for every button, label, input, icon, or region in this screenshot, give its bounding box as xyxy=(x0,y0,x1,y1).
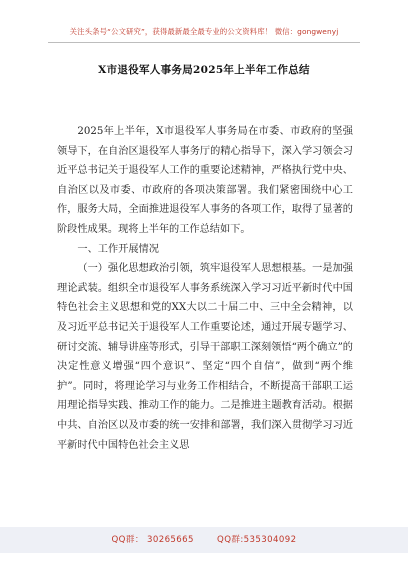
intro-paragraph: 2025年上半年，X市退役军人事务局在市委、市政府的坚强领导下，在自治区退役军人事务厅的精心指导下，深入学习领会习近平总书记关于退役军人工作的重要论述精神，严格执行党中央、自治区以及市委、市政府的各项决策部署。我们紧密围绕中心工作，服务大局，全面推进退役军人事务的各项工作，取得了显著的阶段性成果。现将上半年的工作总结如下。 xyxy=(57,126,353,235)
document-body xyxy=(57,122,353,455)
qq-group-1: QQ群： 30265665 xyxy=(111,535,194,545)
body-paragraph: （一）强化思想政治引领，筑牢退役军人思想根基。一是加强理论武装。组织全市退役军人事务系统深入学习习近平新时代中国特色社会主义思想和党的XX大以二十届二中、三中全会精神，以及习近平总书记关于退役军人工作重要论述，通过开展专题学习、研讨交流、辅导讲座等形式，引导干部职工深刻领悟“两个确立”的决定性意义增强“四个意识”、坚定“四个自信”，做到“两个维护”。同时，将理论学习与业务工作相结合，不断提高干部职工运用理论指导实践、推动工作的能力。二是推进主题教育活动。根据中共、自治区以及市委的统一安排和部署，我们深入贯彻学习习近平新时代中国特色社会主义思 xyxy=(57,263,353,451)
section-heading: 一、工作开展情况 xyxy=(77,243,159,255)
header-promo-note: 关注头条号“公文研究”，获得最新最全最专业的公文资料库！ 微信：gongwenyj xyxy=(69,27,339,36)
document-title: X市退役军人事务局2025年上半年工作总结 xyxy=(98,64,310,76)
footer-contacts xyxy=(0,533,408,545)
qq-group-2: QQ群:535304092 xyxy=(217,535,297,545)
header-divider xyxy=(48,42,360,43)
